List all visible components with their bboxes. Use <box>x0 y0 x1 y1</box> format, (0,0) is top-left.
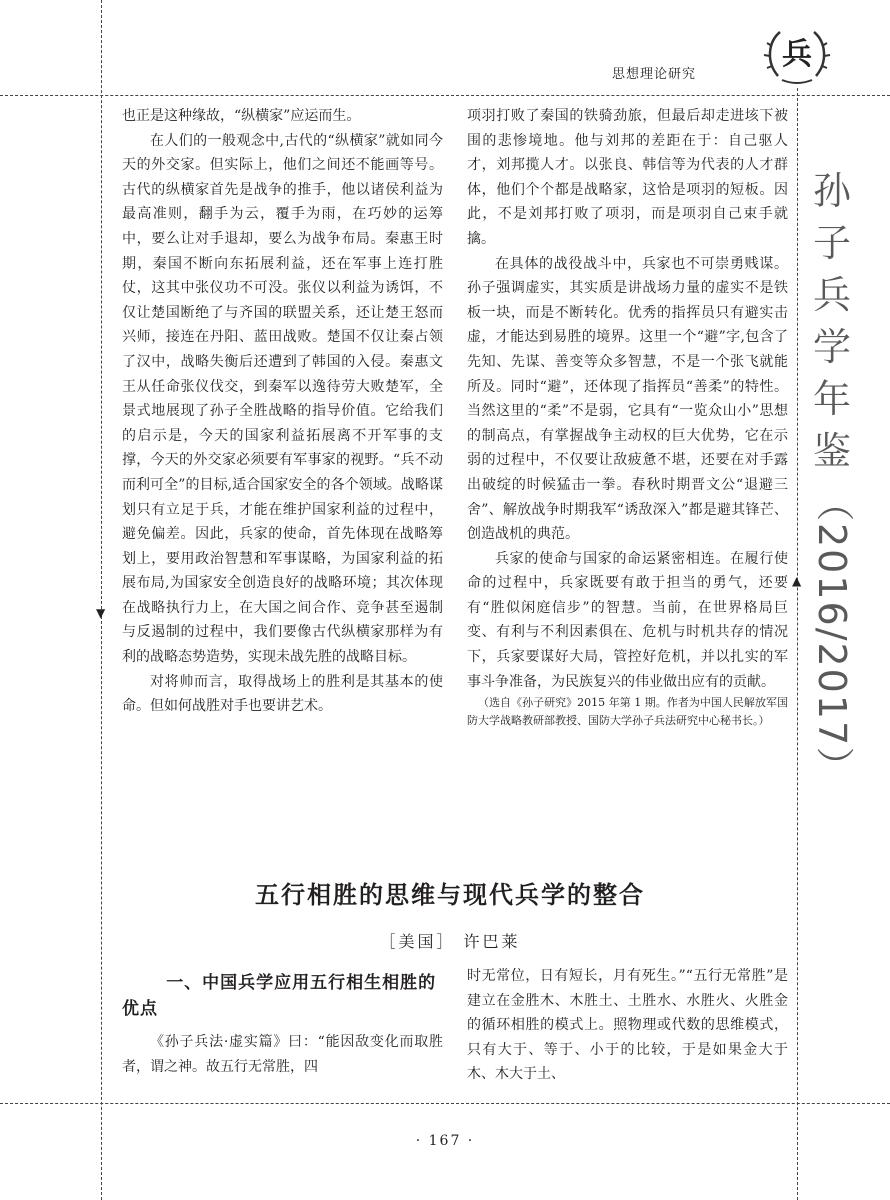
left-text-column <box>122 104 443 719</box>
right-text-column <box>467 104 788 730</box>
side-title-char: 学 <box>812 325 851 369</box>
right-dashed-guide <box>797 88 798 1200</box>
left-triangle-marker: ▼ <box>96 606 106 620</box>
article-title: 五行相胜的思维与现代兵学的整合 <box>255 880 645 909</box>
side-title-char: 兵 <box>812 273 851 317</box>
side-title-char: 子 <box>812 221 851 265</box>
side-title-year: （2016/2017） <box>810 483 854 788</box>
top-dashed-rule <box>0 95 890 96</box>
body-paragraph: 在具体的战役战斗中，兵家也不可崇勇贱谋。孙子强调虚实，其实质是讲战场力量的虚实不是铁板一块，而是不断转化。优秀的指挥员只有避实击虚，才能达到易胜的境界。这里一个“避”字,包含了先知、先谋、善变等众多智慧，不是一个张飞就能所及。同时“避”，还体现了指挥员“善柔”的特性。当然这里的“柔”不是弱，它具有“一览众山小”思想的制高点，有掌握战争主动权的巨大优势，它在示弱的过程中，不仅要让敌疲惫不堪，还要在对手露出破绽的时候猛击一拳。春秋时期晋文公“退避三舍”、解放战争时期我军“诱敌深入”都是避其锋芒、创造战机的典范。 <box>467 255 788 543</box>
source-note: （选自《孙子研究》2015 年第 1 期。作者为中国人民解放军国防大学战略教研部教授、国防大学孙子兵法研究中心秘书长。） <box>467 696 788 728</box>
body-paragraph: 项羽打败了秦国的铁骑劲旅，但最后却走进垓下被围的悲惨境地。他与刘邦的差距在于：自己驱人才，刘邦揽人才。以张良、韩信等为代表的人才群体，他们个个都是战略家，这恰是项羽的短板。因此，不是刘邦打败了项羽，而是项羽自己束手就擒。 <box>467 108 788 247</box>
article-author: ［美国］ 许巴莱 <box>379 932 521 951</box>
body-paragraph: 《孙子兵法·虚实篇》曰：“能因敌变化而取胜者，谓之神。故五行无常胜，四 <box>122 1034 443 1075</box>
body-paragraph: 在人们的一般观念中,古代的“纵横家”就如同今天的外交家。但实际上，他们之间还不能画等号。古代的纵横家首先是战争的推手，他以诸侯利益为最高准则，翻手为云，覆手为雨，在巧妙的运筹中，要么让对手退却，要么为战争布局。秦惠王时期，秦国不断向东拓展利益，还在军事上连打胜仗，这其中张仪功不可没。张仪以利益为诱饵，不仅让楚国断绝了与齐国的联盟关系，还让楚王怒而兴师，接连在丹阳、蓝田战败。楚国不仅让秦占领了汉中，战略失衡后还遭到了韩国的入侵。秦惠文王从任命张仪伐交，到秦军以逸待劳大败楚军，全景式地展现了孙子全胜战略的指导价值。它给我们的启示是，今天的国家利益拓展离不开军事的支撑，今天的外交家必须要有军事家的视野。“兵不动而利可全”的目标,适合国家安全的各个领域。战略谋划只有立足于兵，才能在维护国家利益的过程中，避免偏差。因此，兵家的使命，首先体现在战略筹划上，要用政治智慧和军事谋略，为国家利益的拓展布局,为国家安全创造良好的战略环境；其次体现在战略执行力上，在大国之间合作、竞争甚至遏制与反遏制的过程中，我们要像古代纵横家那样为有利的战略态势造势，实现未战先胜的战略目标。 <box>122 132 443 666</box>
right-triangle-marker: ▲ <box>792 574 802 588</box>
page-number: · 167 · <box>415 1133 475 1149</box>
emblem-glyph: 兵 <box>782 37 812 72</box>
body-paragraph: 对将帅而言，取得战场上的胜利是其基本的使命。但如何战胜对手也要讲艺术。 <box>122 673 443 715</box>
body-paragraph: 兵家的使命与国家的命运紧密相连。在履行使命的过程中，兵家既要有敢于担当的勇气，还要有“胜似闲庭信步”的智慧。当前，在世界格局巨变、有利与不利因素俱在、危机与时机共存的情况下，兵家要谋好大局，管控好危机，并以扎实的军事斗争准备，为民族复兴的伟业做出应有的贡献。 <box>467 550 788 690</box>
emblem-wreath-left <box>770 32 780 76</box>
article-left-column <box>122 970 443 1079</box>
body-paragraph: 时无常位，日有短长，月有死生。”“五行无常胜”是建立在金胜木、木胜土、土胜水、水胜火、火胜金的循环相胜的模式上。照物理或代数的思维模式，只有大于、等于、小于的比较，于是如果金大于木、木大于土、 <box>467 968 788 1083</box>
side-title-char: 鉴 <box>812 429 851 473</box>
article-right-column <box>467 964 788 1087</box>
side-title-char: 孙 <box>812 169 851 213</box>
emblem-wreath-right <box>814 32 824 76</box>
side-title-char: 年 <box>812 377 851 421</box>
section-heading: 一、中国兵学应用五行相生相胜的优点 <box>122 973 437 1019</box>
section-label: 思想理论研究 <box>612 67 697 82</box>
bottom-dashed-rule <box>0 1103 890 1104</box>
left-dashed-guide <box>101 0 102 1200</box>
yearbook-emblem <box>760 20 834 90</box>
yearbook-side-title <box>802 165 862 787</box>
body-paragraph: 也正是这种缘故，“纵横家”应运而生。 <box>122 108 361 124</box>
